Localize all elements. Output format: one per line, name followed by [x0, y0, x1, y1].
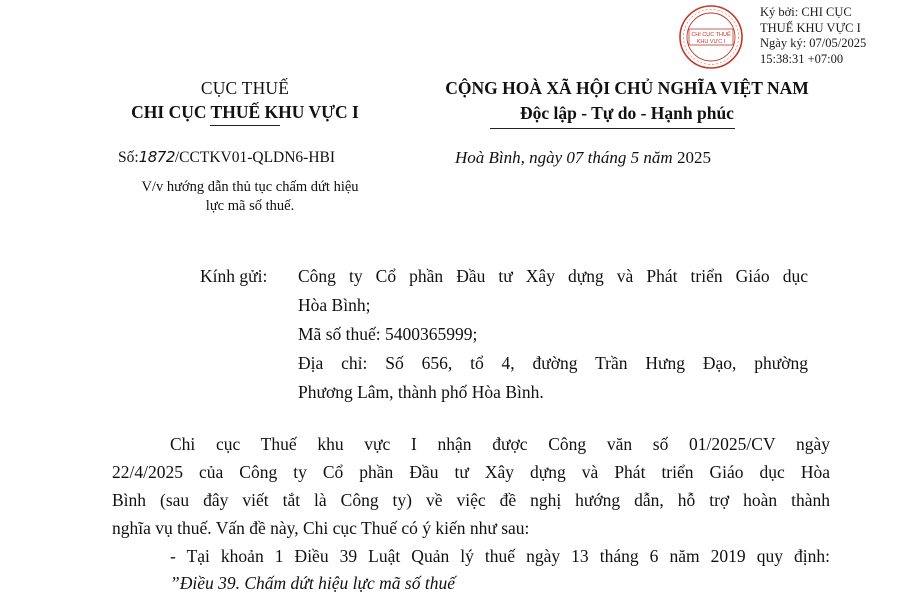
motto-underline: [490, 128, 735, 129]
body-line-3: Bình (sau đây viết tắt là Công ty) về việc đề nghị hướng dẫn, hỗ trợ hoàn thành: [112, 490, 830, 510]
document-number-handwritten: 1872: [138, 148, 175, 166]
recipient-address-1: Địa chỉ: Số 656, tổ 4, đường Trần Hưng Đạo, phường: [298, 353, 808, 373]
recipient-tax-code: Mã số thuế: 5400365999;: [298, 324, 478, 344]
place-date: [455, 148, 711, 168]
place-date-year: 2025: [676, 148, 711, 167]
org-underline: [210, 125, 280, 126]
document-subject: [100, 178, 400, 216]
subject-line-2: lực mã số thuế.: [205, 198, 295, 214]
signature-time: 15:38:31 +07:00: [760, 51, 844, 66]
subject-line-1: V/v hướng dẫn thủ tục chấm dứt hiệu: [141, 179, 359, 195]
stamp-text-line1: CHI CỤC THUẾ: [691, 32, 731, 38]
recipient-label: Kính gửi:: [200, 266, 268, 286]
org-parent: CỤC THUẾ: [200, 78, 290, 98]
body-line-6: ”Điều 39. Chấm dứt hiệu lực mã số thuế: [170, 573, 455, 593]
recipient-line-1: Công ty Cổ phần Đầu tư Xây dựng và Phát triển Giáo dục: [298, 266, 808, 286]
signature-info: [760, 5, 866, 67]
recipient-line-2: Hòa Bình;: [298, 295, 371, 315]
recipient-address-2: Phương Lâm, thành phố Hòa Bình.: [298, 382, 544, 402]
body-line-1: Chi cục Thuế khu vực I nhận được Công văn số 01/2025/CV ngày: [170, 434, 830, 454]
signature-signed-by-cont: THUẾ KHU VỰC I: [760, 20, 861, 35]
org-name: CHI CỤC THUẾ KHU VỰC I: [131, 102, 359, 122]
signature-date: Ngày ký: 07/05/2025: [760, 36, 867, 50]
digital-signature-stamp: [678, 4, 744, 70]
stamp-text-line2: KHU VỰC I: [696, 39, 726, 45]
place-date-text: Hoà Bình, ngày 07 tháng 5 năm: [455, 148, 673, 167]
national-motto: Độc lập - Tự do - Hạnh phúc: [520, 103, 734, 123]
body-line-5: - Tại khoản 1 Điều 39 Luật Quản lý thuế ngày 13 tháng 6 năm 2019 quy định:: [170, 546, 830, 566]
national-title: CỘNG HOÀ XÃ HỘI CHỦ NGHĨA VIỆT NAM: [445, 78, 809, 98]
signature-signed-by: Ký bởi: CHI CỤC: [760, 5, 852, 19]
document-number-prefix: Số:: [118, 149, 139, 166]
document-number-suffix: /CCTKV01-QLDN6-HBI: [174, 149, 336, 166]
body-line-2: 22/4/2025 của Công ty Cổ phần Đầu tư Xây dựng và Phát triển Giáo dục Hòa: [112, 462, 830, 482]
document-number: [118, 148, 335, 167]
body-line-4: nghĩa vụ thuế. Vấn đề này, Chi cục Thuế có ý kiến như sau:: [112, 518, 530, 538]
